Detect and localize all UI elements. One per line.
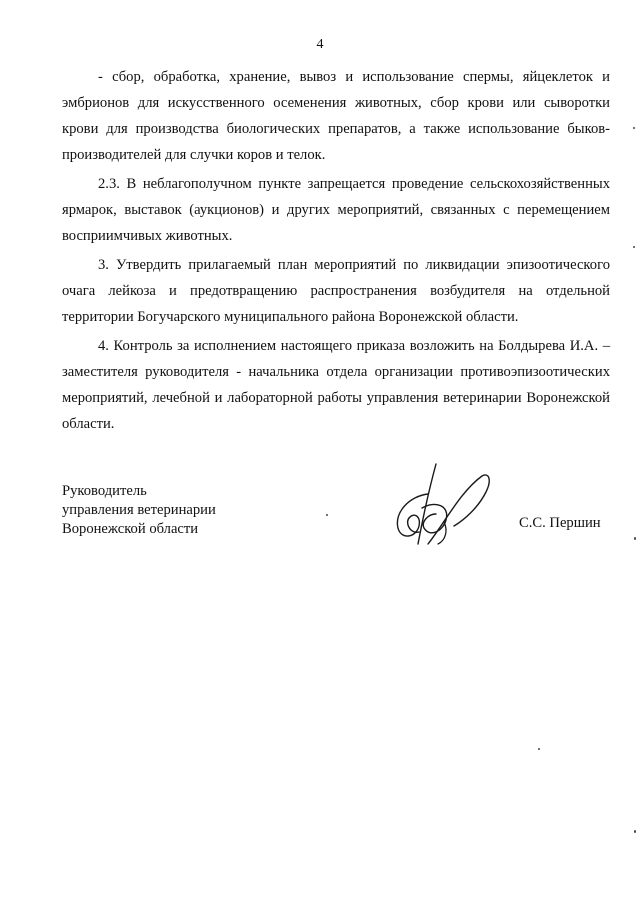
signatory-title	[62, 482, 216, 539]
scan-speck	[633, 127, 635, 129]
scan-speck	[634, 830, 636, 833]
scan-speck	[538, 748, 540, 750]
signatory-title-line: Воронежской области	[62, 521, 199, 537]
handwritten-signature	[388, 456, 496, 550]
signatory-name: С.С. Першин	[519, 515, 601, 531]
scan-speck	[326, 514, 328, 516]
paragraph-2-3-fairs-ban: 2.3. В неблагополучном пункте запрещается проведение сельскохозяйственных ярмарок, выставок (аукционов) и других мероприятий, связанных с перемещением восприимчивых животных.	[62, 176, 610, 244]
paragraph-4-control: 4. Контроль за исполнением настоящего приказа возложить на Болдырева И.А. – заместителя руководителя - начальника отдела организации противоэпизоотических мероприятий, лечебной и лабораторной работы управления ветеринарии Воронежской области.	[62, 338, 610, 432]
paragraph-semen-collection: - сбор, обработка, хранение, вывоз и использование спермы, яйцеклеток и эмбрионов для искусственного осеменения животных, сбор крови или сыворотки крови для производства биологических препаратов, а также использование быков-производителей для случки коров и телок.	[62, 69, 610, 163]
signatory-title-line: управления ветеринарии	[62, 502, 216, 518]
page-number: 4	[316, 37, 324, 52]
paragraph-3-approve-plan: 3. Утвердить прилагаемый план мероприятий по ликвидации эпизоотического очага лейкоза и предотвращению распространения возбудителя на отдельной территории Богучарского муниципального района Воронежской области.	[62, 257, 610, 325]
scan-speck	[634, 537, 636, 540]
scan-speck	[633, 246, 635, 248]
signatory-title-line: Руководитель	[62, 483, 147, 499]
document-body	[62, 64, 610, 440]
